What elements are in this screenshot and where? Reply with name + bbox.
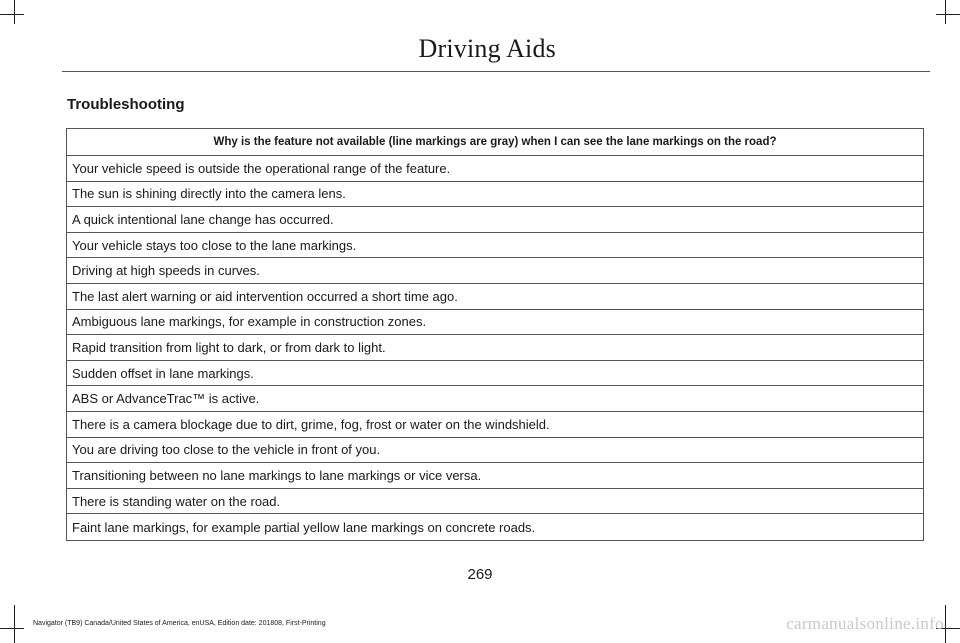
edition-footer: Navigator (TB9) Canada/United States of America, enUSA, Edition date: 201808, First-Printing xyxy=(33,620,326,627)
table-row: Rapid transition from light to dark, or from dark to light. xyxy=(67,335,923,361)
table-row: There is a camera blockage due to dirt, grime, fog, frost or water on the windshield. xyxy=(67,412,923,438)
crop-mark xyxy=(0,628,24,629)
crop-mark xyxy=(14,605,15,643)
table-row: Sudden offset in lane markings. xyxy=(67,361,923,387)
table-row: Ambiguous lane markings, for example in construction zones. xyxy=(67,310,923,336)
table-row: You are driving too close to the vehicle in front of you. xyxy=(67,438,923,464)
crop-mark xyxy=(14,0,15,24)
header-divider xyxy=(62,71,930,72)
table-row: Faint lane markings, for example partial yellow lane markings on concrete roads. xyxy=(72,519,536,535)
page-title: Driving Aids xyxy=(418,34,556,63)
table-row: A quick intentional lane change has occurred. xyxy=(67,207,923,233)
table-row: The sun is shining directly into the camera lens. xyxy=(67,182,923,208)
table-row: Transitioning between no lane markings to lane markings or vice versa. xyxy=(67,463,923,489)
crop-mark xyxy=(936,14,960,15)
table-header: Why is the feature not available (line markings are gray) when I can see the lane markings on the road? xyxy=(67,129,923,156)
table-row: Your vehicle stays too close to the lane markings. xyxy=(67,233,923,259)
table-row: Driving at high speeds in curves. xyxy=(67,258,923,284)
table-row: The last alert warning or aid intervention occurred a short time ago. xyxy=(67,284,923,310)
table-row: ABS or AdvanceTrac™ is active. xyxy=(67,386,923,412)
table-row: There is standing water on the road. xyxy=(67,489,923,515)
watermark: carmanualsonline.info xyxy=(786,614,944,633)
troubleshooting-table xyxy=(66,128,924,541)
page-number: 269 xyxy=(467,566,493,583)
table-row: Your vehicle speed is outside the operational range of the feature. xyxy=(67,156,923,182)
crop-mark xyxy=(945,605,946,643)
section-heading: Troubleshooting xyxy=(67,96,185,113)
crop-mark xyxy=(945,0,946,24)
crop-mark xyxy=(0,14,24,15)
